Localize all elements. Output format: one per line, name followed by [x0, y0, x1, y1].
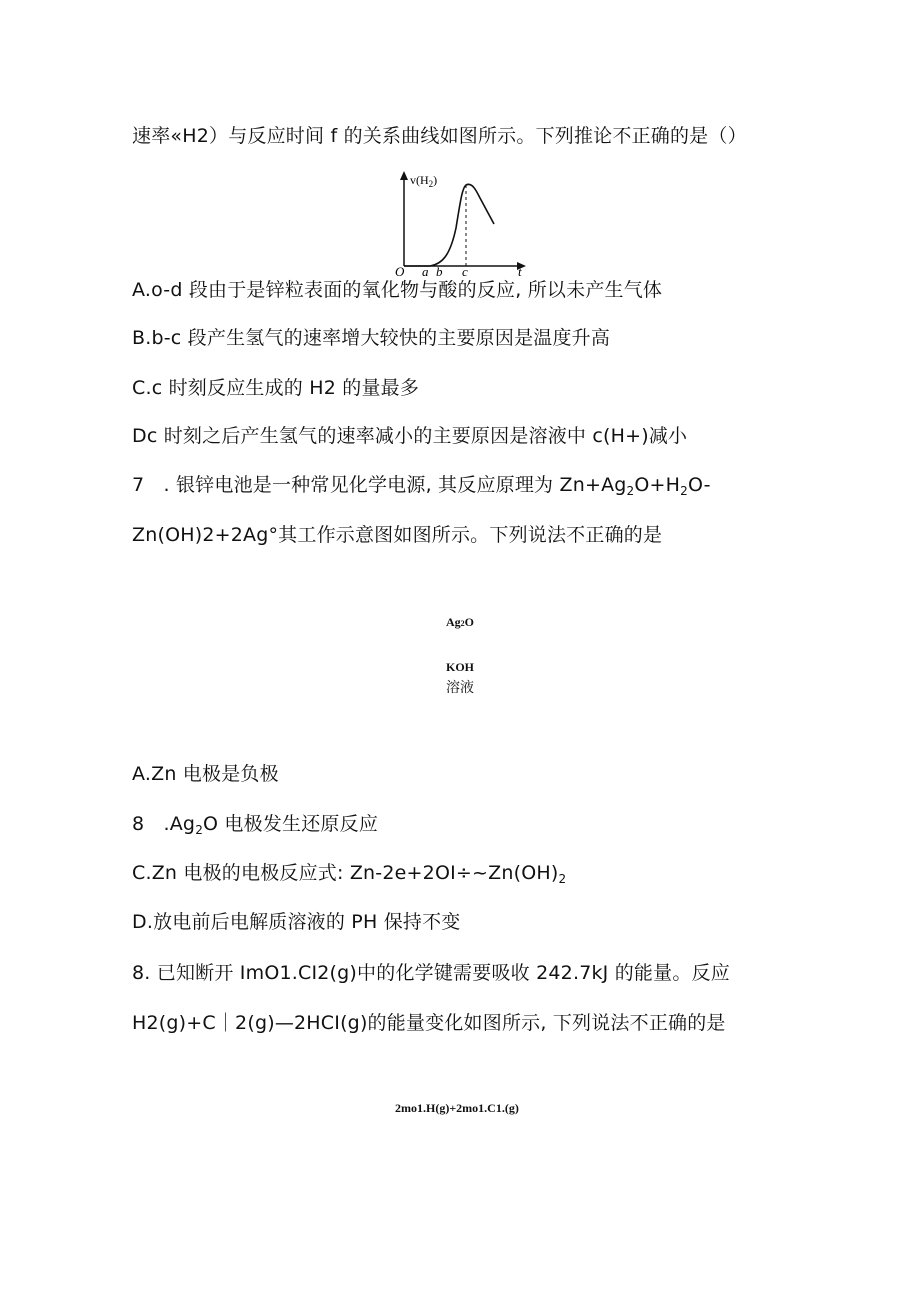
question-6-stem: 速率«H2）与反应时间 f 的关系曲线如图所示。下列推论不正确的是（） [132, 125, 747, 147]
energy-diagram-label: 2mo1.H(g)+2mo1.C1.(g) [395, 1101, 519, 1115]
rate-time-graph [390, 168, 530, 278]
question-7-stem-line1: 7 . 银锌电池是一种常见化学电源, 其反应原理为 $Zn+Ag_2O+H_2O-$ [132, 474, 711, 498]
option-b: B.b-c 段产生氢气的速率增大较快的主要原因是温度升高 [132, 327, 611, 349]
tick-b-label: b [436, 264, 443, 278]
question-7-stem-line2: Zn(OH)2+2Ag°其工作示意图如图所示。下列说法不正确的是 [132, 524, 663, 546]
option-c: C.c 时刻反应生成的 H2 的量最多 [132, 377, 420, 399]
option-a: A.o-d 段由于是锌粒表面的氧化物与酸的反应, 所以未产生气体 [132, 279, 663, 301]
tick-c-label: c [462, 264, 468, 278]
tick-a-label: a [422, 264, 429, 278]
origin-label: O [395, 264, 405, 278]
q7-option-b: 8 $.Ag_2O$ 电极发生还原反应 [132, 813, 379, 837]
option-d: Dc 时刻之后产生氢气的速率减小的主要原因是溶液中 c(H+)减小 [132, 425, 688, 447]
question-8-stem-line2: H2(g)+C｜2(g)—2HCI(g)的能量变化如图所示, 下列说法不正确的是 [132, 1012, 726, 1034]
q7-option-a: A.Zn 电极是负极 [132, 763, 279, 785]
y-axis-label: $v(H_2)$ [410, 173, 438, 189]
solution-label: 溶液 [446, 680, 474, 696]
q7-option-c: C.Zn 电极的电极反应式: $Zn-2e+2OI\div\sim Zn(OH)_2$ [132, 862, 567, 886]
rate-curve [404, 184, 494, 266]
q7-option-d: D.放电前后电解质溶液的 PH 保持不变 [132, 911, 461, 933]
y-axis-arrow [400, 171, 408, 180]
question-8-stem-line1: 8. 已知断开 ImO1.CI2(g)中的化学键需要吸收 242.7kJ 的能量。反应 [132, 962, 730, 984]
x-axis-label: t [518, 264, 522, 278]
koh-label: KOH [446, 660, 475, 674]
ag2o-label: Ag2O [446, 615, 475, 629]
